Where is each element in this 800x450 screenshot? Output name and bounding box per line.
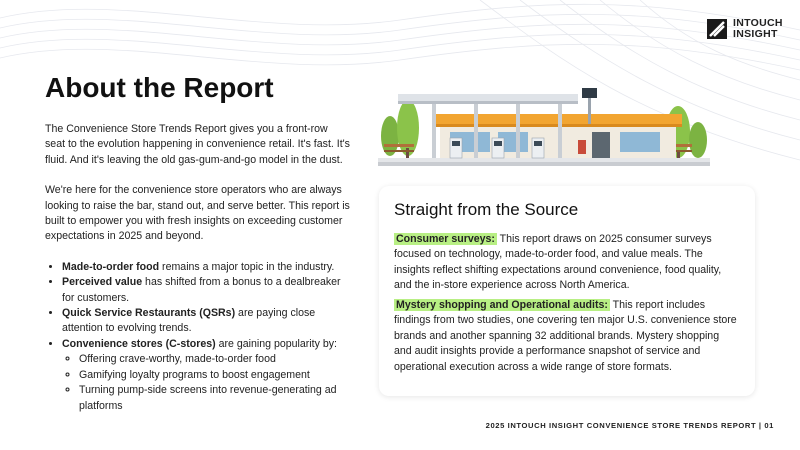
brand-logo xyxy=(706,18,783,40)
list-item xyxy=(62,275,350,306)
gas-station-illustration xyxy=(378,88,710,166)
intro-section xyxy=(45,122,350,414)
sub-list-item: ◦ Turning pump-side screens into revenue-generating ad platforms xyxy=(79,383,350,414)
list-item-bold: Convenience stores (C-stores) xyxy=(62,337,216,350)
logo-text-line2: INSIGHT xyxy=(733,28,778,40)
card-title: Straight from the Source xyxy=(394,200,579,219)
list-item xyxy=(62,337,350,414)
consumer-surveys-label: Consumer surveys: xyxy=(396,233,495,245)
logo-text-line1: INTOUCH xyxy=(733,17,783,29)
list-item xyxy=(62,260,350,275)
mystery-shopping-section xyxy=(394,298,739,375)
list-item-bold: Made-to-order food xyxy=(62,260,160,273)
intro-paragraph-1: The Convenience Store Trends Report gives you a front-row seat to the evolution happening in convenience retail. It's fast. It's fluid. And it's leaving the old gas-gum-and-go model in the dust. xyxy=(45,123,350,166)
list-item-text: are paying close attention to evolving trends. xyxy=(62,307,316,335)
mystery-shopping-text: This report includes findings from two studies, one covering ten major U.S. convenience store brands and another spanning 32 additional brands. Mystery shopping and audit insights provide a performance snapshot of service and operational execution across a wide range of store formats. xyxy=(394,299,737,373)
consumer-surveys-section xyxy=(394,232,739,294)
list-item-bold: Perceived value xyxy=(62,276,143,289)
list-item-text: are gaining popularity by: xyxy=(215,337,337,350)
source-card xyxy=(379,186,755,396)
mystery-shopping-label: Mystery shopping and Operational audits: xyxy=(396,299,608,311)
sub-list xyxy=(62,352,350,414)
logo-mark-icon xyxy=(706,18,728,40)
page-title: About the Report xyxy=(45,72,274,103)
page-footer: 2025 INTOUCH INSIGHT CONVENIENCE STORE TRENDS REPORT | 01 xyxy=(485,421,774,430)
list-item-bold: Quick Service Restaurants (QSRs) xyxy=(62,307,236,320)
list-item-text: has shifted from a bonus to a dealbreaker for customers. xyxy=(62,276,341,304)
trend-list xyxy=(45,260,350,414)
list-item-text: remains a major topic in the industry. xyxy=(159,260,335,273)
intro-paragraph-2: We're here for the convenience store operators who are always looking to raise the bar, stand out, and serve better. This report is built to empower you with fresh insights on exceeding customer expectations in 2025 and beyond. xyxy=(45,184,350,243)
list-item xyxy=(62,306,350,337)
sub-list-item: ◦ Gamifying loyalty programs to boost engagement xyxy=(79,368,350,383)
consumer-surveys-text: This report draws on 2025 consumer surveys focused on technology, made-to-order food, and value meals. The insights reflect shifting expectations around convenience, food quality, and the in-store experience across North America. xyxy=(394,233,722,292)
sub-list-item: ◦ Offering crave-worthy, made-to-order food xyxy=(79,352,350,367)
